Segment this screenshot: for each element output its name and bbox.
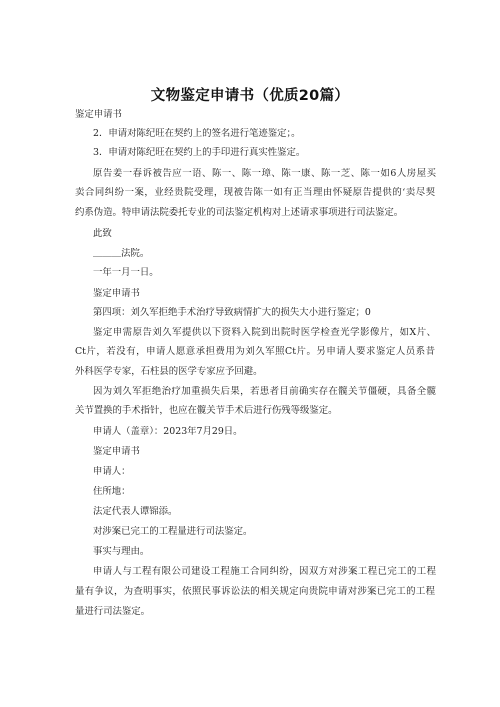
paragraph-line: 原告姜一春诉被告应一语、陈一、陈一璋、陈一康、陈一芝、陈一如6人房屋买 — [93, 168, 436, 179]
paragraph-line: 外科医学专家，石柱县的医学专家应予回避。 — [75, 366, 263, 377]
paragraph-line: 3．申请对陈纪旺在契约上的手印进行真实性鉴定。 — [93, 147, 306, 158]
salutation: 此致 — [93, 228, 112, 239]
paragraph-line: 量有争议，为查明事实，依照民事诉讼法的相关规定向贵院申请对涉案已完工的工程 — [75, 586, 435, 597]
paragraph-line: 关节置换的手术指针，也应在髋关节手术后进行伤残等级鉴定。 — [75, 405, 338, 416]
section-heading: 鉴定申请书 — [93, 446, 140, 457]
section-heading: 鉴定申请书 — [93, 288, 140, 299]
paragraph-line: 鉴定申需原告刘久军提供以下资料入院到出院时医学检查光学影像片，如X片、 — [93, 327, 436, 338]
paragraph-line: 2．申请对陈纪旺在契约上的签名进行笔迹鉴定；。 — [93, 128, 301, 139]
request-line: 对涉案已完工的工程量进行司法鉴定。 — [93, 526, 253, 537]
paragraph-line: 申请人与工程有限公司建设工程施工合同纠纷，因双方对涉案工程已完工的工程 — [93, 566, 436, 577]
paragraph-line: 约系伪造。特申请法院委托专业的司法鉴定机构对上述请求事项进行司法鉴定。 — [75, 207, 404, 218]
paragraph-line: 卖合同纠纷一案，业经贵院受理，现被告陈一如有正当理由怀疑原告提供的‘卖尽契 — [75, 187, 435, 198]
signature-line: 申请人（盖章）：2023年7月29日。 — [93, 426, 243, 437]
section-heading: 鉴定申请书 — [75, 109, 122, 120]
paragraph-line: 第四项：刘久军拒绝手术治疗导致病情扩大的损失大小进行鉴定；0 — [93, 307, 371, 318]
address-label: 住所地： — [93, 486, 131, 497]
document-title: 文物鉴定申请书（优质20篇） — [150, 88, 350, 104]
paragraph-line: Ct片，若没有，申请人愿意承担费用为刘久军照Ct片。另申请人要求鉴定人员系昔 — [75, 346, 435, 357]
paragraph-line: 量进行司法鉴定。 — [75, 606, 151, 617]
facts-heading: 事实与理由。 — [93, 546, 150, 557]
representative-line: 法定代表人谭锦添。 — [93, 506, 178, 517]
paragraph-line: 因为刘久军拒绝治疗加重损失后果，若患者目前确实存在髋关节僵硬，具备全髋 — [93, 386, 436, 397]
date-line: 一年一月一日。 — [93, 267, 159, 278]
applicant-label: 申请人： — [93, 466, 131, 477]
court-line: ＿＿＿法院。 — [93, 248, 150, 259]
